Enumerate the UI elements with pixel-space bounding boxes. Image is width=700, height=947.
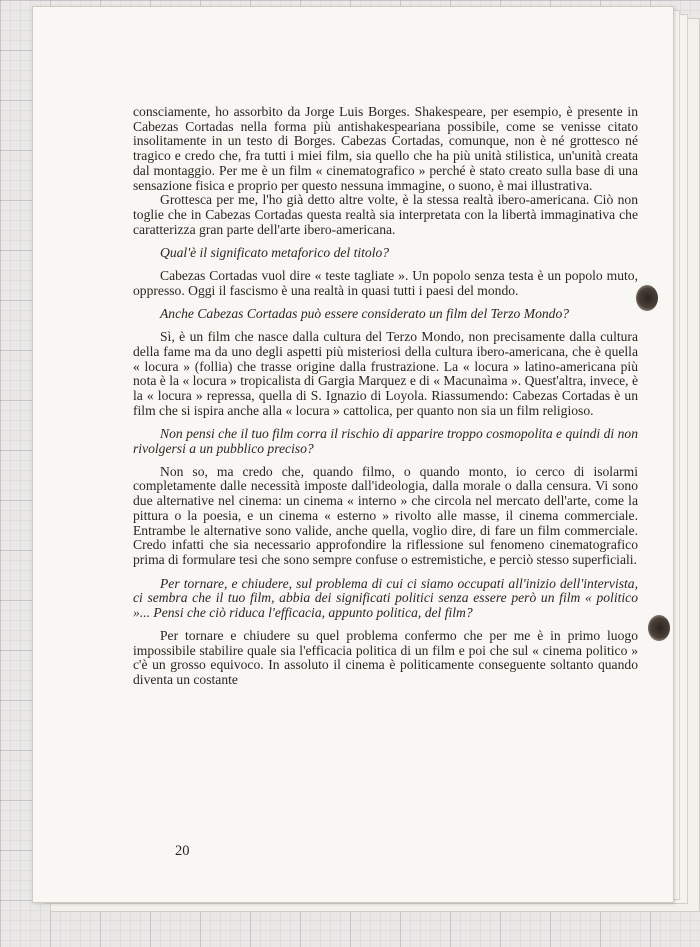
paragraph: Cabezas Cortadas vuol dire « teste tagliate ». Un popolo senza testa è un popolo muto, oppresso. Oggi il fascismo è una realtà in quasi tutti i paesi del mondo. [133,268,638,298]
page-number: 20 [175,843,190,859]
punch-hole [648,615,670,641]
paragraph: Non so, ma credo che, quando filmo, o quando monto, io cerco di isolarmi completamente dalle necessità imposte dall'ideologia, dalla morale o dalla censura. Vi sono due alternative nel cinema: un cinema « interno » che circola nel mercato dell'arte, come la pittura o la poesia, e un cinema « esterno » rivolto alle masse, il cinema commerciale. Entrambe le alternative sono valide, anche quella, voglio dire, di fare un film commerciale. Credo infatti che sia necessario approfondire la riflessione sul fenomeno cinematografico prima di formulare tesi che sono sempre confuse o estremistiche, e perciò stesso superficiali. [133,463,638,567]
page-body [133,105,638,688]
punch-hole [636,285,658,311]
paragraph: Per tornare e chiudere su quel problema confermo che per me è in primo luogo impossibile stabilire quale sia l'efficacia politica di un film e poi che sul « cinema politico » c'è un grosso equivoco. In assoluto il cinema è politicamente conseguente soltanto quando diventa un costante [133,627,638,687]
interview-question: Non pensi che il tuo film corra il rischio di apparire troppo cosmopolita e quindi di non rivolgersi a un pubblico preciso? [133,426,638,457]
interview-question: Per tornare, e chiudere, sul problema di cui ci siamo occupati all'inizio dell'intervista, ci sembra che il tuo film, abbia dei significati politici senza essere però un film « politico »... Pensi che ciò riduca l'efficacia, appunto politica, del film? [133,575,638,621]
book-page [32,6,674,903]
paragraph: consciamente, ho assorbito da Jorge Luis Borges. Shakespeare, per esempio, è presente in Cabezas Cortadas nella forma più antishakespeariana possibile, come se venisse citato insolitamente in un testo di Borges. Cabezas Cortadas, comunque, non è né grottesco né tragico e credo che, fra tutti i miei film, sia quello che ha più unità stilistica, un'unità creata dal montaggio. Per me è un film « cinematografico » perché è stato creato sulla base di una sensazione fisica e proprio per questo nessuna immagine, o suono, è mai illustrativa. [133,104,638,193]
paragraph: Sì, è un film che nasce dalla cultura del Terzo Mondo, non precisamente dalla cultura della fame ma da uno degli aspetti più misteriosi della cultura ibero-americana, che è quella « locura » (follia) che trasse origine dalla frustrazione. La « locura » latino-americana più nota è la « locura » tropicalista di Gargia Marquez e di « Macunaìma ». Quest'altra, invece, è la « locura » repressa, quella di S. Ignazio di Loyola. Riassumendo: Cabezas Cortadas è un film che si ispira anche alla « locura » cattolica, per quanto non sia un film religioso. [133,329,638,418]
interview-question: Anche Cabezas Cortadas può essere considerato un film del Terzo Mondo? [160,306,570,322]
interview-question: Qual'è il significato metaforico del titolo? [160,245,390,261]
paragraph: Grottesca per me, l'ho già detto altre volte, è la stessa realtà ibero-americana. Ciò non toglie che in Cabezas Cortadas questa realtà sia interpretata con la libertà immaginativa che caratterizza gran parte dell'arte ibero-americana. [133,192,638,237]
